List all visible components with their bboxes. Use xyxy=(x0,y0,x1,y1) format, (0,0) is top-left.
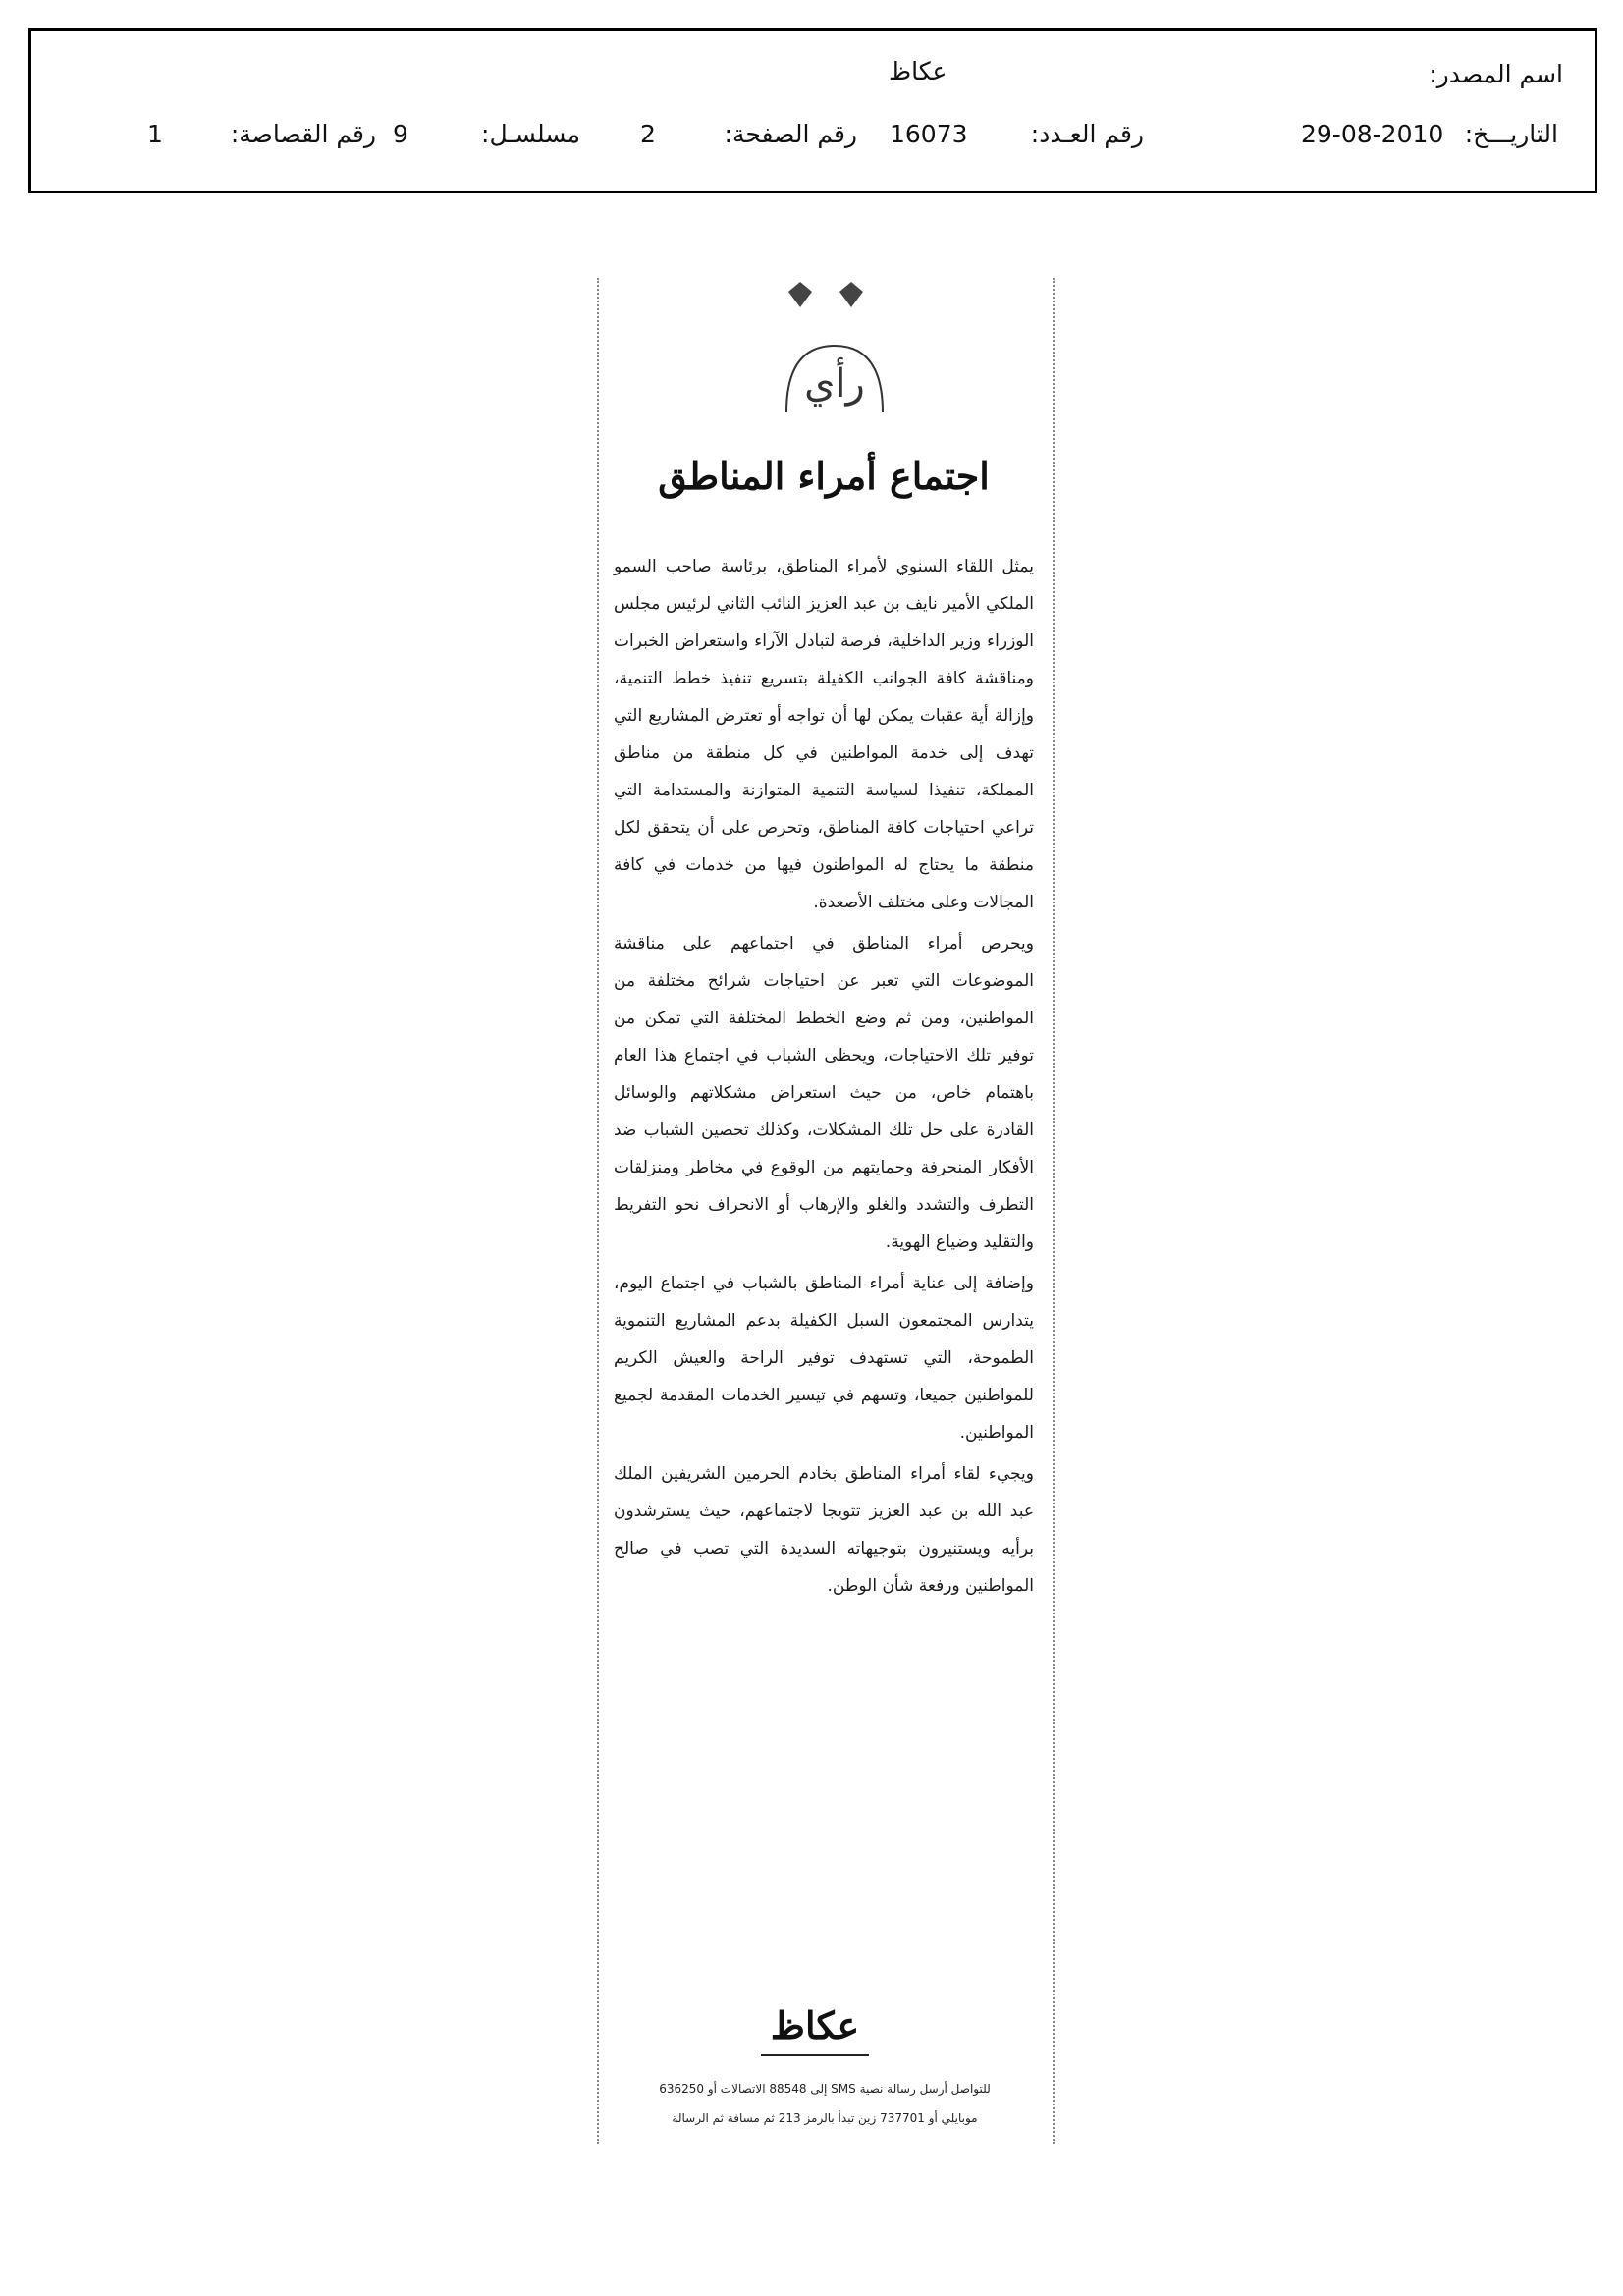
footer-line: للتواصل أرسل رسالة نصية SMS إلى 88548 الاتصالات أو 636250 xyxy=(659,2082,991,2096)
page-label: رقم الصفحة: xyxy=(724,120,857,148)
issue-label: رقم العـدد: xyxy=(1030,120,1144,148)
signature: عكاظ xyxy=(770,2003,860,2048)
article-title: اجتماع أمراء المناطق xyxy=(658,454,990,498)
serial-label: مسلسـل: xyxy=(481,120,580,148)
article-paragraph: ويجيء لقاء أمراء المناطق بخادم الحرمين الشريفين الملك عبد الله بن عبد العزيز تتويجا لاجتماعهم، حيث يسترشدون برأيه ويستنيرون بتوجيهاته السديدة التي تصب في صالح المواطنين ورفعة شأن الوطن. xyxy=(614,1464,1034,1596)
hearts-icon xyxy=(781,278,889,317)
article-footer xyxy=(611,2074,1039,2133)
article-paragraph: ويحرص أمراء المناطق في اجتماعهم على مناقشة الموضوعات التي تعبر عن احتياجات شرائح مختلفة من المواطنين، ومن ثم وضع الخطط المختلفة التي تمكن من توفير تلك الاحتياجات، ويحظى الشباب في اجتماع هذا العام باهتمام خاص، من حيث استعراض مشكلاتهم والوسائل القادرة على حل تلك المشكلات، وكذلك تحصين الشباب ضد الأفكار المنحرفة وحمايتهم من الوقوع في مخاطر ومنزلقات التطرف والتشدد والغلو والإرهاب أو الانحراف نحو التفريط والتقليد وضياع الهوية. xyxy=(614,934,1034,1252)
issue-value: 16073 xyxy=(890,120,968,148)
source-value: عكاظ xyxy=(889,57,947,85)
opinion-logo-text: رأي xyxy=(804,361,865,407)
article-body xyxy=(614,548,1034,1609)
opinion-section-logo xyxy=(781,334,889,422)
signature-underline xyxy=(761,2054,869,2056)
page-value: 2 xyxy=(640,120,656,148)
source-label: اسم المصدر: xyxy=(1429,60,1563,88)
article-paragraph: وإضافة إلى عناية أمراء المناطق بالشباب في اجتماع اليوم، يتدارس المجتمعون السبل الكفيلة بدعم المشاريع التنموية الطموحة، التي تستهدف توفير الراحة والعيش الكريم للمواطنين جميعا، وتسهم في تيسير الخدمات المقدمة لجميع المواطنين. xyxy=(614,1274,1034,1443)
article-paragraph: يمثل اللقاء السنوي لأمراء المناطق، برئاسة صاحب السمو الملكي الأمير نايف بن عبد العزيز النائب الثاني لرئيس مجلس الوزراء وزير الداخلية، فرصة لتبادل الآراء واستعراض الخبرات ومناقشة كافة الجوانب الكفيلة بتسريع تنفيذ خطط التنمية، وإزالة أية عقبات يمكن لها أن تواجه أو تعترض المشاريع التي تهدف إلى خدمة المواطنين في كل منطقة من مناطق المملكة، تنفيذا لسياسة التنمية المتوازنة والمستدامة التي تراعي احتياجات كافة المناطق، وتحرص على أن يتحقق لكل منطقة ما يحتاج له المواطنون فيها من خدمات في كافة المجالات وعلى مختلف الأصعدة. xyxy=(614,557,1034,912)
clip-label: رقم القصاصة: xyxy=(230,120,376,148)
date-value: 29-08-2010 xyxy=(1301,120,1444,148)
date-label: التاريـــخ: xyxy=(1464,120,1558,148)
serial-value: 9 xyxy=(393,120,408,148)
clip-value: 1 xyxy=(147,120,163,148)
footer-line: موبايلي أو 737701 زين تبدأ بالرمز 213 ثم مسافة ثم الرسالة xyxy=(672,2111,978,2125)
clipping-header xyxy=(28,28,1597,193)
